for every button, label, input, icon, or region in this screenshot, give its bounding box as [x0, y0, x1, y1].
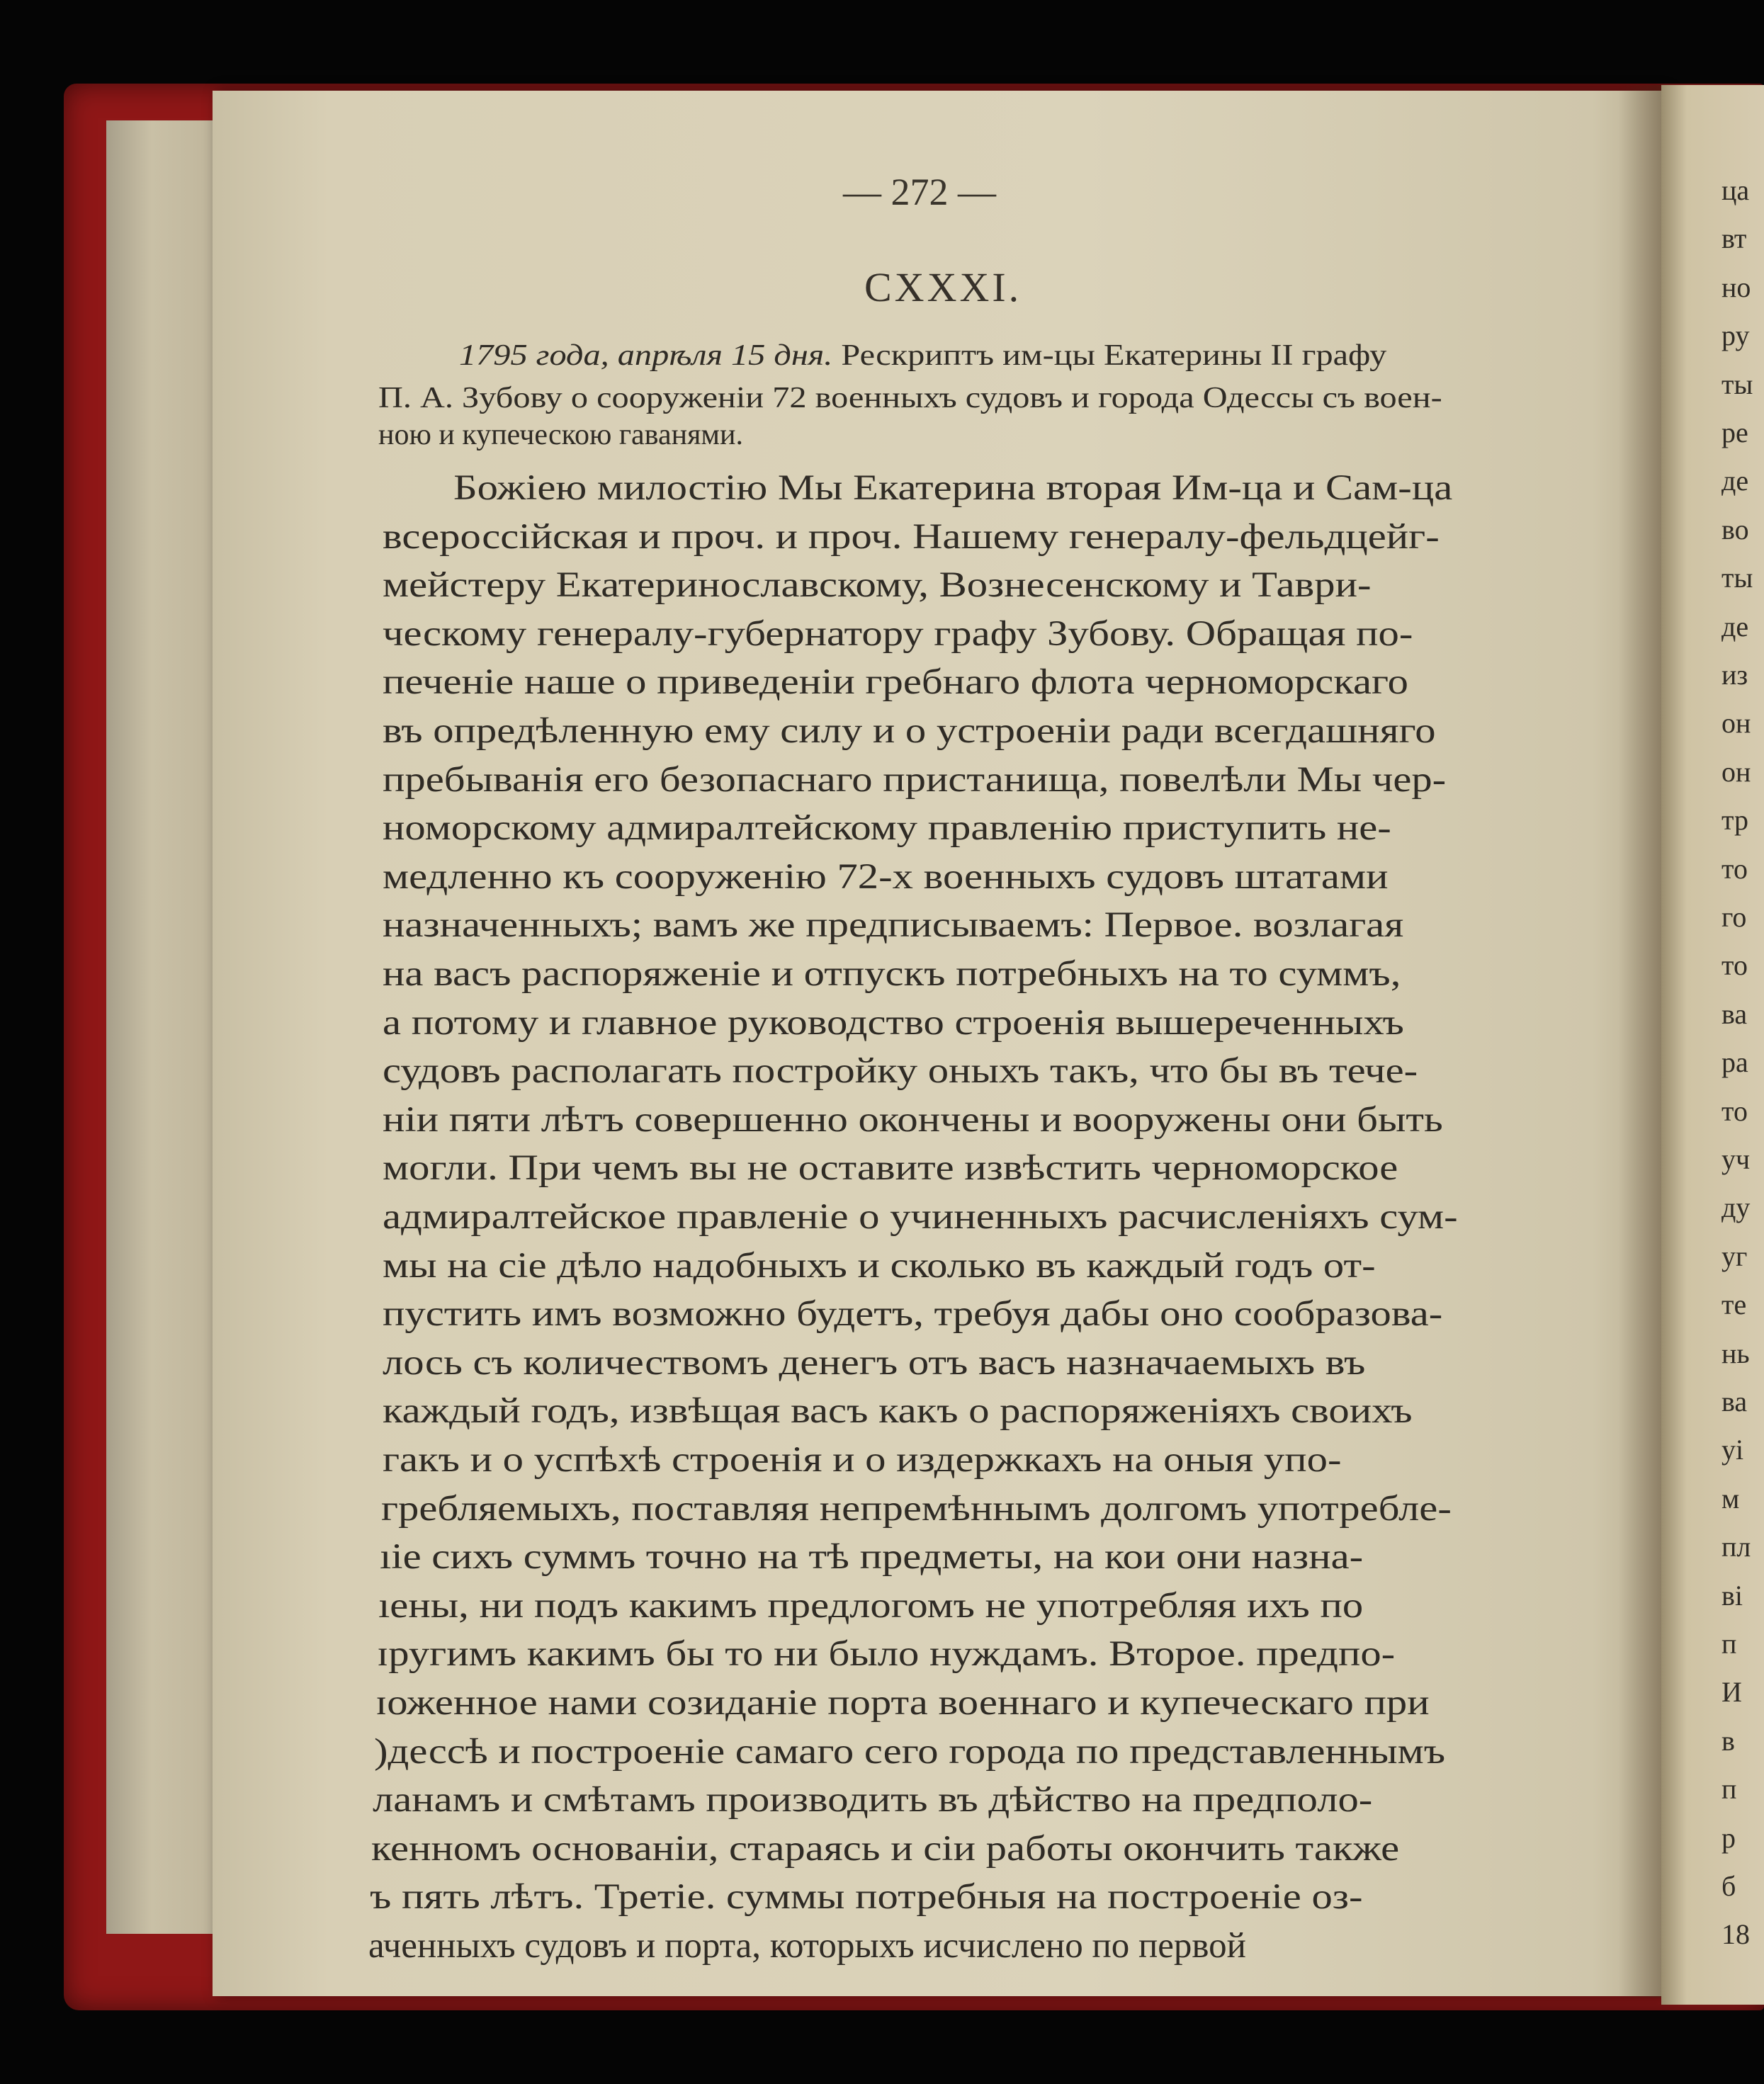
right-page-fragment: вт: [1721, 222, 1747, 255]
summary-line-1-rest: Рескриптъ им-цы Екатерины II графу: [832, 339, 1387, 372]
right-page-fragment: нь: [1721, 1337, 1750, 1369]
right-page-fragment: де: [1721, 465, 1749, 497]
right-page-fragment: ты: [1721, 562, 1753, 594]
right-page-fragment: из: [1721, 659, 1748, 691]
body-line: ческому генералу-губернатору графу Зубову. Обращая по-: [383, 613, 1413, 654]
body-line: )дессѣ и построеніе самаго сего города по представленнымъ: [374, 1731, 1446, 1772]
right-page-fragment: во: [1721, 513, 1749, 545]
right-page-fragment: И: [1721, 1676, 1742, 1709]
body-line: пребыванія его безопаснаго пристанища, повелѣли Мы чер-: [383, 759, 1447, 800]
body-line: ɪругимъ какимъ бы то ни было нуждамъ. Второе. предпо-: [377, 1634, 1396, 1675]
section-heading: CXXXI.: [864, 264, 1022, 310]
body-line: гребляемыхъ, поставляя непремѣннымъ долгомъ употребле-: [381, 1488, 1452, 1529]
body-line: судовъ располагать постройку оныхъ такъ, что бы въ тече-: [383, 1051, 1418, 1092]
right-page-fragment: ца: [1721, 174, 1750, 206]
body-line: печеніе наше о приведеніи гребнаго флота черноморскаго: [383, 662, 1408, 703]
body-line: мы на сіе дѣло надобныхъ и сколько въ каждый годъ от-: [383, 1245, 1376, 1286]
body-line: аченныхъ судовъ и порта, которыхъ исчислено по первой: [368, 1926, 1246, 1966]
right-page-fragment: р: [1721, 1821, 1736, 1854]
right-page-fragment: го: [1721, 901, 1747, 933]
body-line: всероссійская и проч. и проч. Нашему генералу-фельдцейг-: [383, 516, 1440, 557]
right-page-fragment: в: [1721, 1724, 1735, 1757]
summary-line-3: ною и купеческою гаванями.: [378, 419, 743, 451]
right-page-fragment: 18: [1721, 1918, 1750, 1951]
right-page-fragment: ва: [1721, 997, 1748, 1030]
summary-line-2: П. А. Зубову о сооруженіи 72 военныхъ судовъ и города Одессы съ воен-: [378, 382, 1442, 414]
right-page-fragment: пл: [1721, 1531, 1751, 1563]
right-page-fragment: то: [1721, 949, 1748, 982]
body-line: мейстеру Екатеринославскому, Вознесенскому и Таври-: [383, 565, 1372, 606]
body-line: номорскому адмиралтейскому правленію приступить не-: [383, 808, 1391, 849]
right-page-fragment: те: [1721, 1289, 1747, 1321]
summary-line-1: [459, 339, 1386, 373]
body-line: а потому и главное руководство строенія вышереченныхъ: [383, 1002, 1404, 1043]
right-page-fragment: ты: [1721, 368, 1753, 400]
right-page-fragment: уі: [1721, 1434, 1744, 1466]
body-line: лось съ количествомъ денегъ отъ васъ назначаемыхъ въ: [383, 1342, 1366, 1383]
summary-date: 1795 года, апрѣля 15 дня.: [459, 339, 833, 372]
body-line: пустить имъ возможно будетъ, требуя дабы оно сообразова-: [383, 1294, 1443, 1335]
body-line: ланамъ и смѣтамъ производить въ дѣйство на предполо-: [373, 1780, 1373, 1820]
book-gutter: [1619, 85, 1661, 1998]
body-line: ɪоженное нами созиданіе порта военнаго и купеческаго при: [375, 1683, 1430, 1723]
right-page-fragment: ра: [1721, 1046, 1748, 1079]
right-page-fragment: то: [1721, 852, 1748, 885]
right-page-fragment: ру: [1721, 319, 1750, 352]
body-line: Божіею милостію Мы Екатерина вторая Им-ца и Сам-ца: [453, 468, 1453, 508]
right-page-fragment: ва: [1721, 1386, 1748, 1417]
right-page-fragment: уг: [1721, 1240, 1748, 1272]
body-line: медленно къ сооруженію 72-х военныхъ судовъ штатами: [383, 856, 1389, 897]
body-line: ъ пять лѣтъ. Третіе. суммы потребныя на построеніе оз-: [370, 1877, 1363, 1918]
right-page-fragment: он: [1721, 755, 1751, 788]
right-page-fragment: тр: [1721, 804, 1748, 837]
right-page-fragment: п: [1721, 1628, 1737, 1660]
page-edges: [106, 120, 220, 1934]
body-line: въ опредѣленную ему силу и о устроеніи ради всегдашняго: [383, 711, 1436, 751]
body-line: ніи пяти лѣтъ совершенно окончены и вооружены они быть: [383, 1099, 1443, 1140]
body-line: могли. При чемъ вы не оставите извѣстить черноморское: [383, 1148, 1398, 1189]
body-line: кенномъ основаніи, стараясь и сіи работы окончить также: [371, 1828, 1400, 1869]
body-line: адмиралтейское правленіе о учиненныхъ расчисленіяхъ сум-: [383, 1197, 1458, 1237]
right-page-fragment: он: [1721, 707, 1751, 740]
body-line: на васъ распоряженіе и отпускъ потребныхъ на то суммъ,: [383, 954, 1401, 994]
body-line: гакъ и о успѣхѣ строенія и о издержкахъ на оныя упо-: [383, 1440, 1342, 1480]
right-page-fragment: то: [1721, 1094, 1748, 1127]
right-page-fragment: но: [1721, 271, 1751, 303]
body-line: ıены, ни подъ какимъ предлогомъ не употребляя ихъ по: [378, 1585, 1364, 1626]
right-page-fragment: п: [1721, 1773, 1737, 1806]
right-page-fragment: де: [1721, 610, 1749, 642]
page-number: — 272 —: [843, 171, 996, 213]
right-page-fragment: б: [1721, 1870, 1736, 1902]
right-page-fragment: м: [1721, 1482, 1740, 1514]
body-line: ıіе сихъ суммъ точно на тѣ предметы, на кои они назна-: [380, 1537, 1364, 1578]
body-line: назначенныхъ; вамъ же предписываемъ: Первое. возлагая: [383, 905, 1404, 946]
right-page-fragment: уч: [1721, 1143, 1751, 1175]
right-page-fragment: ре: [1721, 417, 1748, 448]
body-line: каждый годъ, извѣщая васъ какъ о распоряженіяхъ своихъ: [383, 1391, 1413, 1432]
right-page-fragment: ду: [1721, 1191, 1751, 1224]
right-page-fragment: ві: [1721, 1579, 1743, 1612]
